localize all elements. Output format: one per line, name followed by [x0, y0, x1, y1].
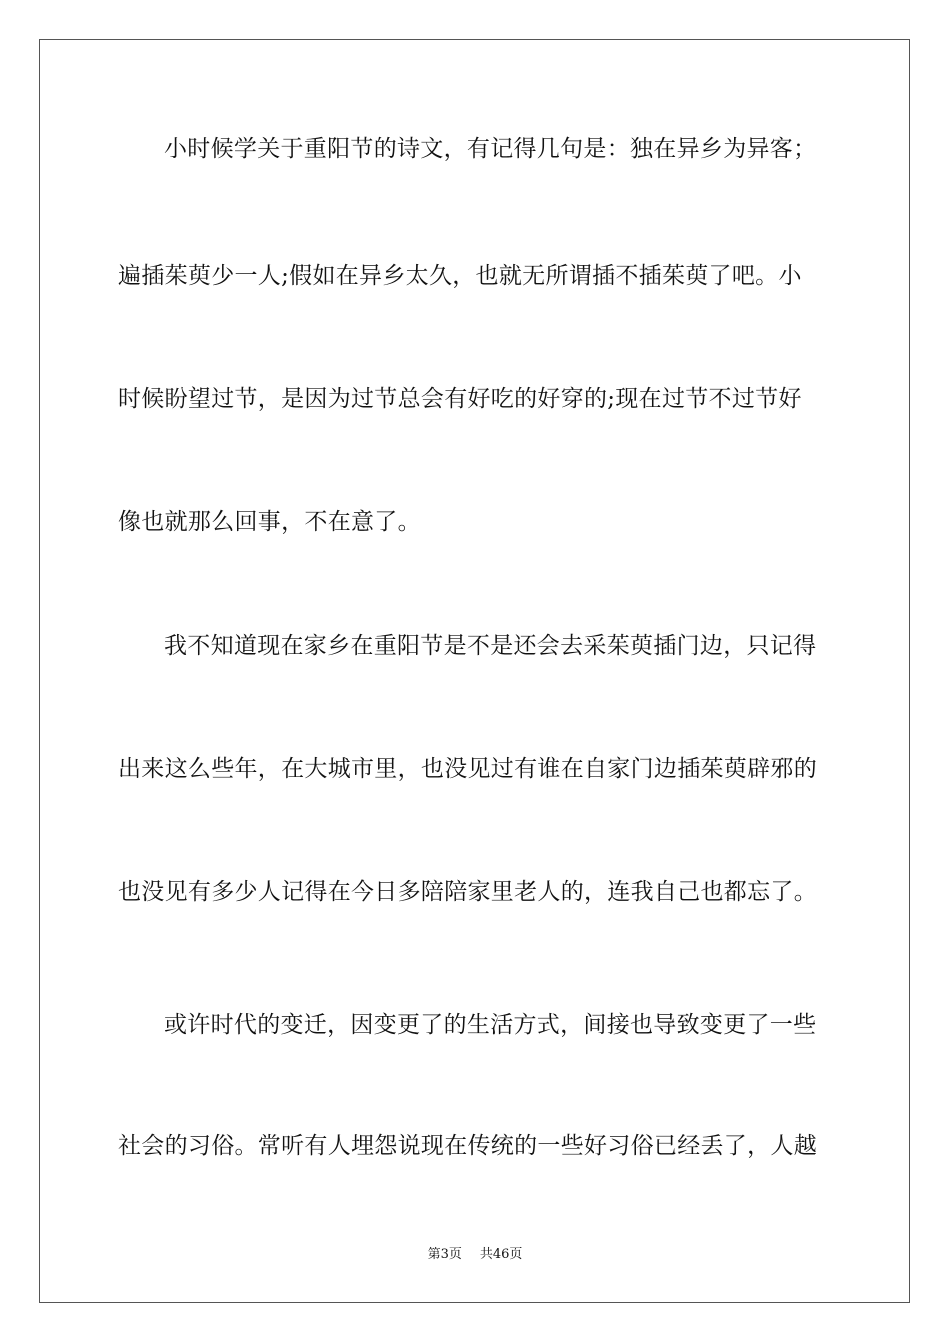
paragraph-3-line-1: 或许时代的变迁，因变更了的生活方式，间接也导致变更了一些 — [164, 1012, 817, 1038]
page-number: 第3页 — [427, 1247, 462, 1262]
paragraph-1-line-2: 遍插茱萸少一人;假如在异乡太久，也就无所谓插不插茱萸了吧。小 — [118, 263, 802, 289]
paragraph-2-line-1: 我不知道现在家乡在重阳节是不是还会去采茱萸插门边，只记得 — [164, 633, 817, 659]
paragraph-1-line-4: 像也就那么回事，不在意了。 — [118, 509, 421, 535]
page-footer — [0, 1246, 950, 1264]
paragraph-1-line-1: 小时候学关于重阳节的诗文，有记得几句是：独在异乡为异客； — [164, 136, 817, 162]
paragraph-2-line-2: 出来这么些年，在大城市里，也没见过有谁在自家门边插茱萸辟邪的 — [118, 756, 817, 782]
paragraph-2-line-3: 也没见有多少人记得在今日多陪陪家里老人的，连我自己也都忘了。 — [118, 879, 817, 905]
page-border — [39, 39, 910, 1303]
paragraph-3-line-2: 社会的习俗。常听有人埋怨说现在传统的一些好习俗已经丢了，人越 — [118, 1133, 817, 1159]
page-total: 共46页 — [479, 1247, 523, 1262]
paragraph-1-line-3: 时候盼望过节，是因为过节总会有好吃的好穿的;现在过节不过节好 — [118, 386, 802, 412]
